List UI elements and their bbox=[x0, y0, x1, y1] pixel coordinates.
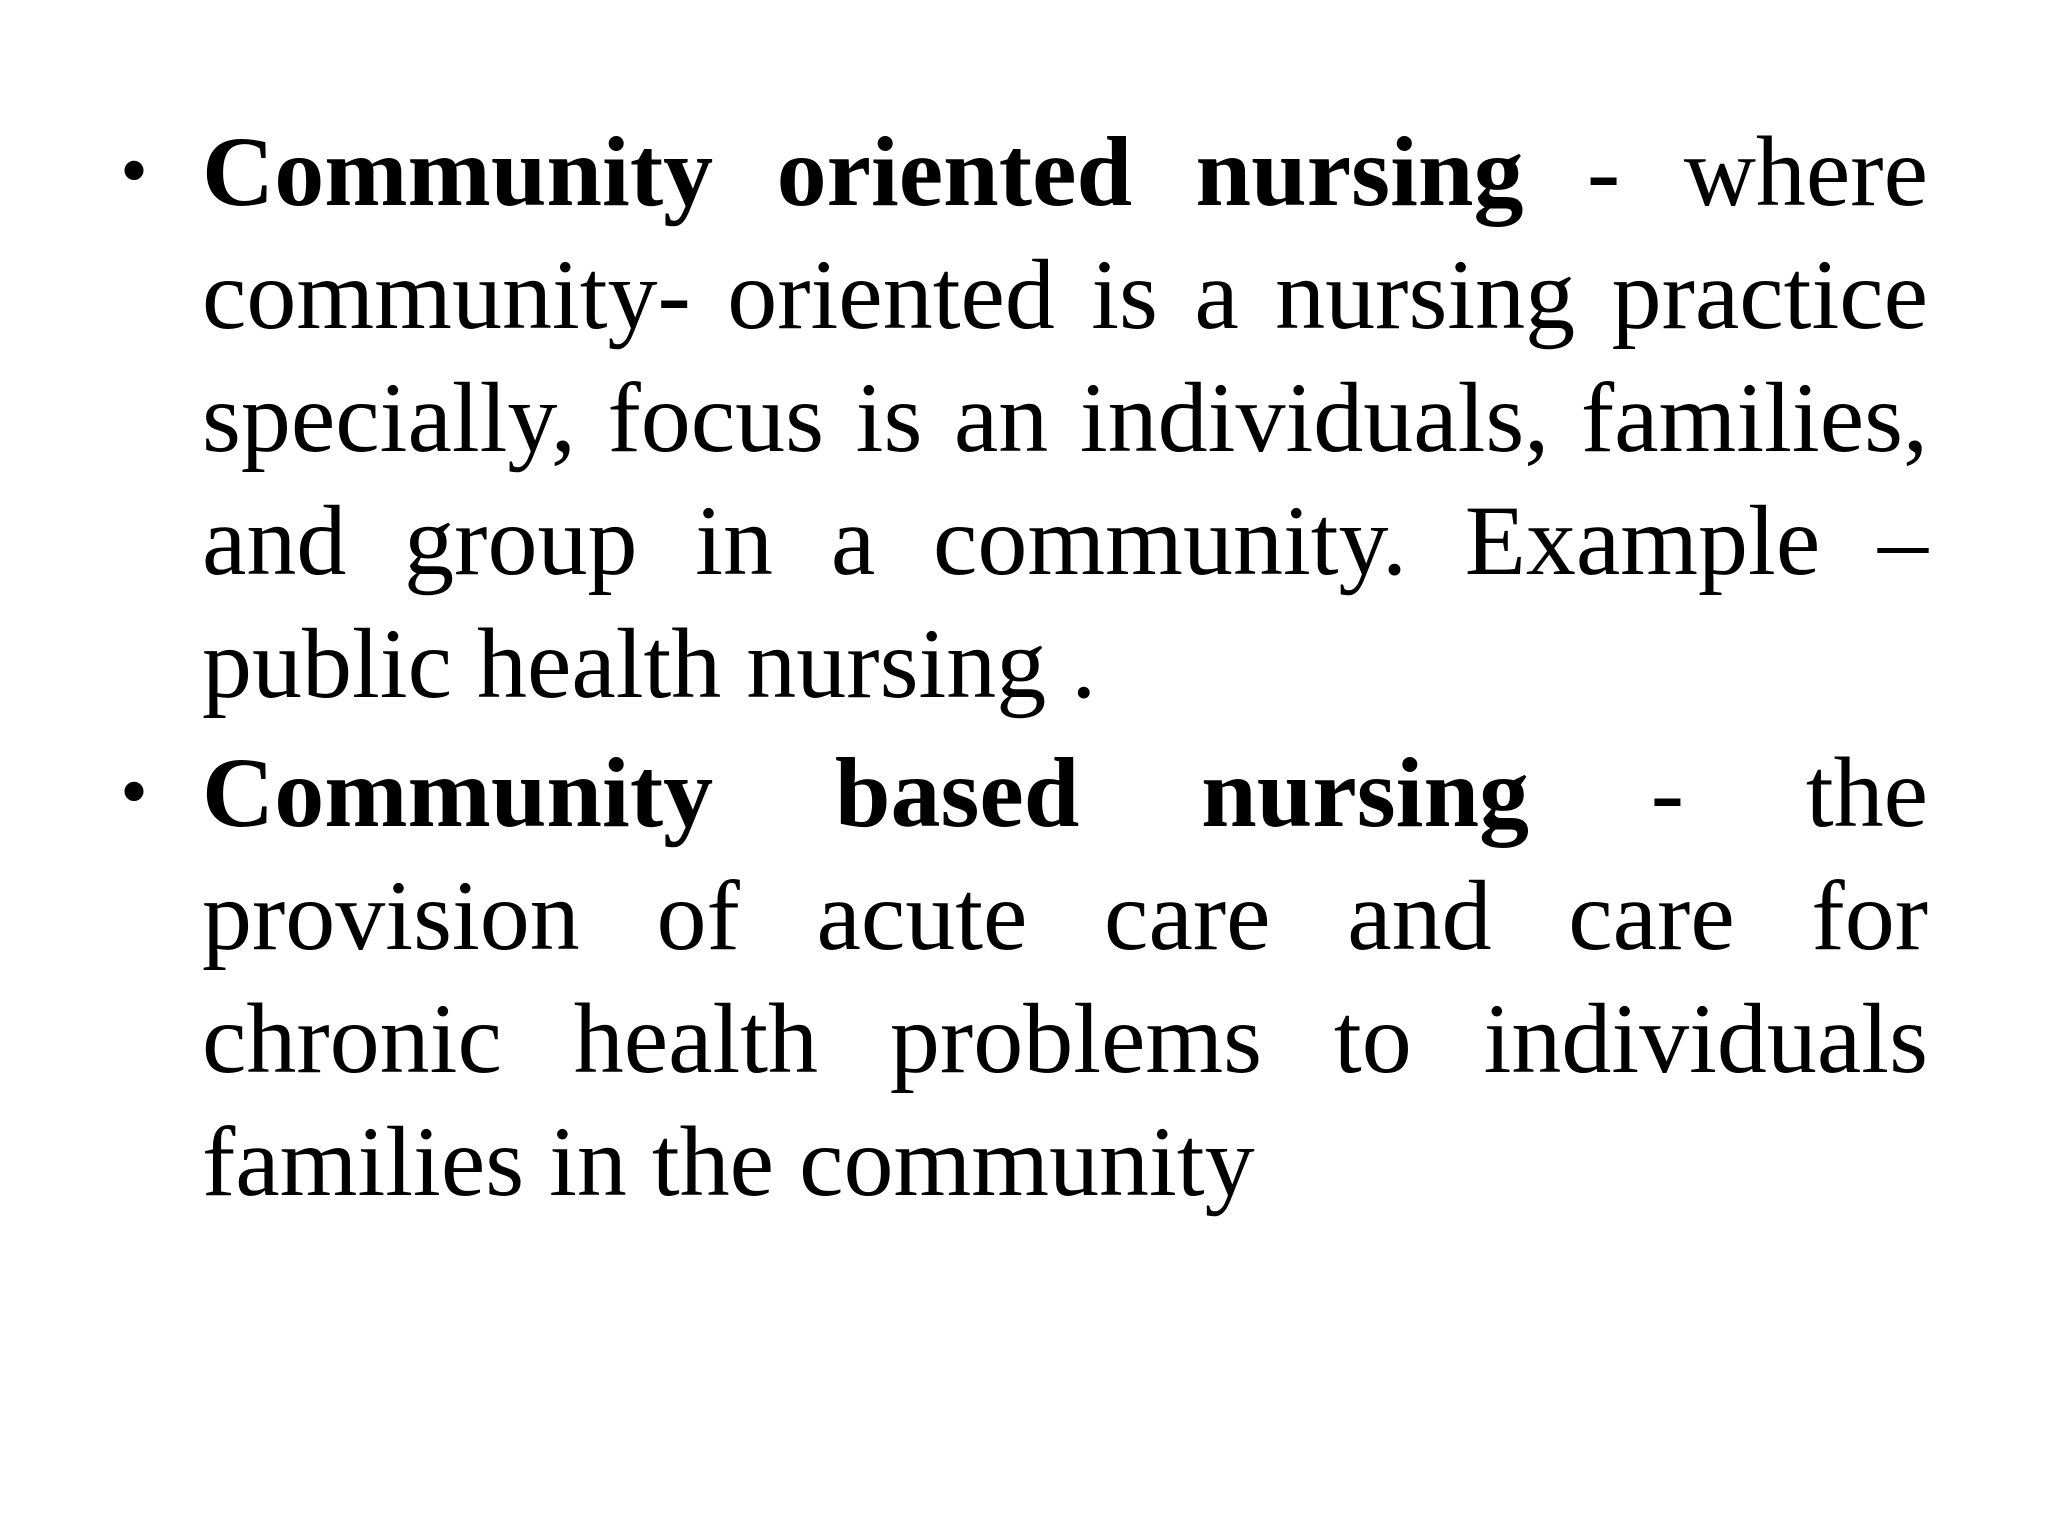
definition-text: the provision of acute care and care for chronic health problems to individuals families in the community bbox=[202, 737, 1928, 1217]
term-separator: - bbox=[1529, 737, 1806, 848]
bullet-icon: • bbox=[120, 748, 149, 836]
term-community-based-nursing: Community based nursing bbox=[202, 737, 1530, 848]
bullet-list bbox=[120, 110, 1928, 1229]
bullet-community-oriented-nursing bbox=[120, 110, 1928, 725]
bullet-community-based-nursing bbox=[120, 731, 1928, 1223]
term-separator: - bbox=[1523, 116, 1684, 227]
term-community-oriented-nursing: Community oriented nursing bbox=[202, 116, 1524, 227]
bullet-icon: • bbox=[120, 127, 149, 215]
definition-text: where community- oriented is a nursing practice specially, focus is an individuals, families, and group in a community. Example –public health nursing . bbox=[202, 116, 1928, 719]
